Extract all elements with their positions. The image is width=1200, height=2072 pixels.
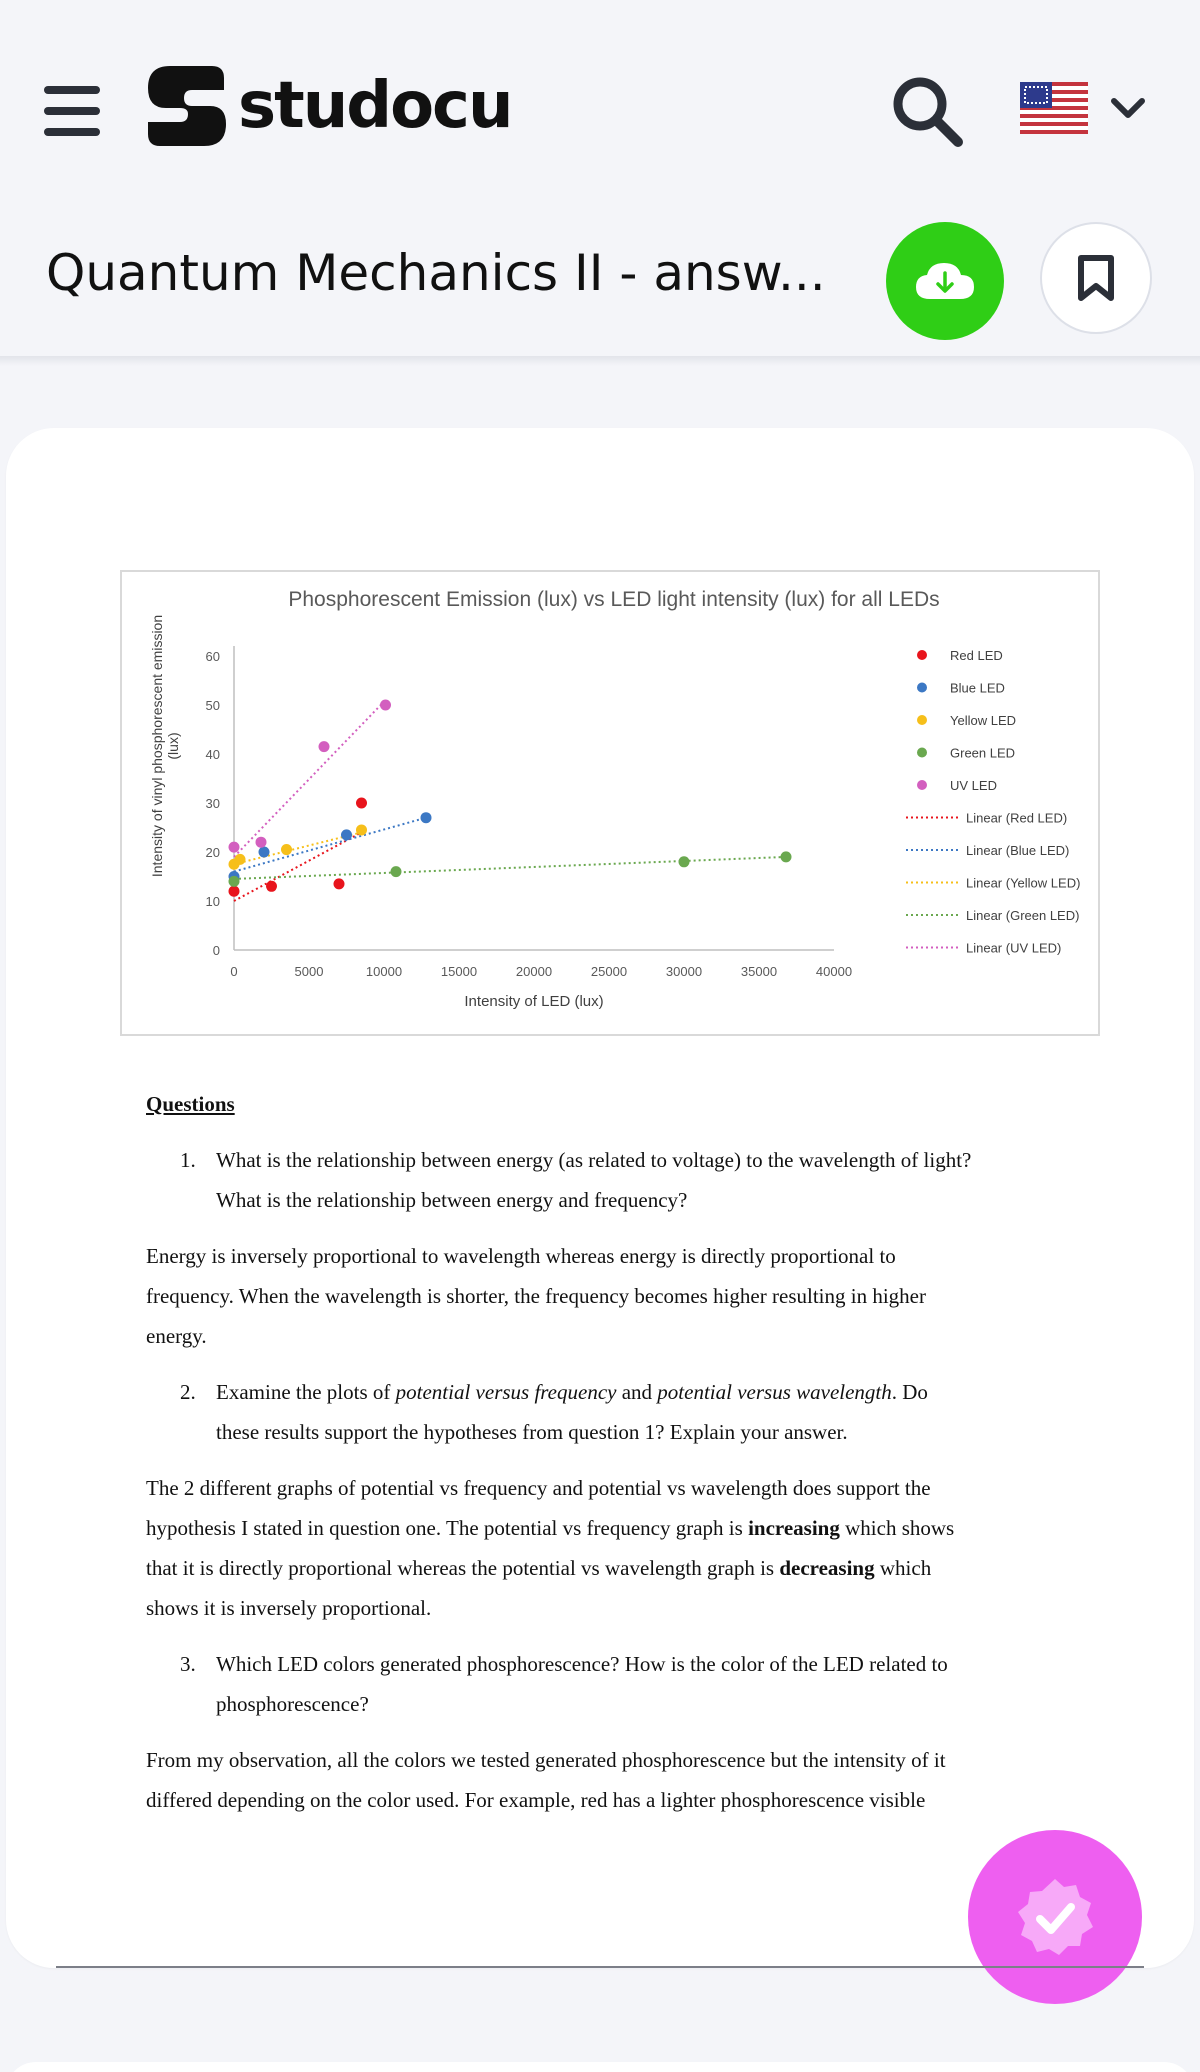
next-page <box>6 2062 1194 2072</box>
legend-label: Red LED <box>950 648 1003 663</box>
legend-marker <box>917 650 927 660</box>
text-run-italic: potential versus frequency <box>395 1380 617 1404</box>
data-point <box>341 829 352 840</box>
answer-text <box>146 1508 1066 1548</box>
text-run: which <box>874 1556 932 1580</box>
data-point <box>281 844 292 855</box>
x-tick-label: 15000 <box>440 964 478 979</box>
legend-label: Green LED <box>950 745 1016 761</box>
verified-badge-icon <box>1013 1875 1097 1959</box>
question-number: 1. <box>180 1148 196 1172</box>
question-1 <box>146 1140 1066 1220</box>
y-tick-label: 10 <box>205 894 220 909</box>
header-shadow <box>0 356 1200 366</box>
question-number: 3. <box>180 1652 196 1676</box>
language-selector[interactable] <box>1020 82 1146 134</box>
y-tick-label: 0 <box>212 943 220 958</box>
answer-text: From my observation, all the colors we tested generated phosphorescence but the intensity of it <box>146 1748 946 1772</box>
legend-label: UV LED <box>950 778 997 793</box>
answer-text: shows it is inversely proportional. <box>146 1596 432 1620</box>
answer-text: differed depending on the color used. For example, red has a lighter phosphorescence visible <box>146 1788 926 1812</box>
legend-label: Linear (Red LED) <box>966 810 1068 826</box>
y-tick-label: 50 <box>205 698 220 713</box>
x-tick-label: 20000 <box>515 964 553 979</box>
plot-area <box>206 646 853 979</box>
question-text <box>216 1372 928 1412</box>
data-point <box>356 824 367 835</box>
answer-text: The 2 different graphs of potential vs frequency and potential vs wavelength does support the <box>146 1476 931 1500</box>
answer-text: Energy is inversely proportional to wavelength whereas energy is directly proportional to <box>146 1244 896 1268</box>
data-point <box>391 866 402 877</box>
legend-marker <box>917 715 927 725</box>
data-point <box>229 842 240 853</box>
question-3 <box>146 1644 1066 1724</box>
download-button[interactable] <box>886 222 1004 340</box>
text-run: which shows <box>839 1516 955 1540</box>
y-axis-label-line2: (lux) <box>165 732 181 760</box>
bookmark-button[interactable] <box>1040 222 1152 334</box>
y-axis-label <box>149 615 181 877</box>
studocu-logo[interactable] <box>140 60 512 152</box>
x-tick-label: 35000 <box>740 964 778 979</box>
question-text: Which LED colors generated phosphorescence? How is the color of the LED related to <box>216 1652 948 1676</box>
legend-label: Linear (Blue LED) <box>966 843 1070 858</box>
legend-marker <box>917 748 927 758</box>
question-text: phosphorescence? <box>216 1692 369 1716</box>
text-run-bold: increasing <box>748 1516 840 1540</box>
search-icon[interactable] <box>888 72 968 152</box>
text-run-italic: potential versus wavelength <box>657 1380 892 1404</box>
text-run: . Do <box>891 1380 928 1404</box>
top-bar <box>0 0 1200 220</box>
question-2 <box>146 1372 1066 1452</box>
page-divider <box>56 1966 1144 1968</box>
y-tick-label: 30 <box>205 796 220 811</box>
document-text <box>146 1084 1066 1836</box>
data-point <box>229 886 240 897</box>
x-tick-label: 10000 <box>365 964 403 979</box>
trend-line <box>234 857 786 879</box>
answer-3 <box>146 1740 1066 1820</box>
data-point <box>256 837 267 848</box>
answer-text: energy. <box>146 1324 207 1348</box>
x-tick-label: 40000 <box>815 964 853 979</box>
legend <box>906 648 1080 956</box>
legend-label: Linear (Yellow LED) <box>966 875 1081 891</box>
document-title: Quantum Mechanics II - answ... <box>46 244 826 302</box>
hamburger-menu-icon[interactable] <box>44 86 100 136</box>
legend-label: Blue LED <box>950 680 1005 696</box>
data-point <box>259 847 270 858</box>
text-run: hypothesis I stated in question one. The potential vs frequency graph is <box>146 1516 749 1540</box>
x-tick-label: 0 <box>230 964 238 979</box>
data-point <box>421 812 432 823</box>
verified-badge-button[interactable] <box>968 1830 1142 2004</box>
data-point <box>334 878 345 889</box>
chart <box>120 570 1100 1036</box>
x-tick-label: 5000 <box>294 964 324 979</box>
legend-label: Linear (Green LED) <box>966 908 1080 923</box>
x-tick-label: 25000 <box>590 964 628 979</box>
legend-marker <box>917 780 927 790</box>
trend-line <box>234 832 362 901</box>
answer-text <box>146 1548 1066 1588</box>
studocu-logo-mark-icon <box>140 60 232 152</box>
answer-text: frequency. When the wavelength is shorter, the frequency becomes higher resulting in higher <box>146 1284 926 1308</box>
cloud-download-icon <box>914 259 976 303</box>
questions-heading: Questions <box>146 1092 235 1116</box>
brand-name: studocu <box>238 69 512 143</box>
question-text: What is the relationship between energy and frequency? <box>216 1188 688 1212</box>
question-number: 2. <box>180 1380 196 1404</box>
bookmark-icon <box>1076 254 1116 302</box>
data-point <box>235 854 246 865</box>
y-axis-label-line1: Intensity of vinyl phosphorescent emission <box>149 614 165 878</box>
x-axis-label: Intensity of LED (lux) <box>464 993 604 1010</box>
scatter-chart <box>122 572 1098 1034</box>
text-run: and <box>616 1380 658 1404</box>
y-tick-label: 40 <box>205 747 220 762</box>
text-run-bold: decreasing <box>779 1556 875 1580</box>
question-text: What is the relationship between energy (as related to voltage) to the wavelength of light? <box>216 1148 972 1172</box>
chart-title: Phosphorescent Emission (lux) vs LED light intensity (lux) for all LEDs <box>288 588 940 611</box>
y-tick-label: 20 <box>205 845 220 860</box>
x-tick-label: 30000 <box>665 964 703 979</box>
data-point <box>380 700 391 711</box>
answer-2 <box>146 1468 1066 1628</box>
us-flag-icon <box>1020 82 1088 134</box>
data-point <box>319 741 330 752</box>
data-point <box>229 876 240 887</box>
y-tick-label: 60 <box>205 649 220 664</box>
data-point <box>781 851 792 862</box>
data-point <box>266 881 277 892</box>
text-run: Examine the plots of <box>216 1380 396 1404</box>
data-point <box>356 798 367 809</box>
data-point <box>679 856 690 867</box>
legend-label: Linear (UV LED) <box>966 940 1062 956</box>
text-run: that it is directly proportional whereas the potential vs wavelength graph is <box>146 1556 780 1580</box>
answer-1 <box>146 1236 1066 1356</box>
question-text: these results support the hypotheses from question 1? Explain your answer. <box>216 1420 848 1444</box>
legend-label: Yellow LED <box>950 713 1017 728</box>
legend-marker <box>917 683 927 693</box>
chevron-down-icon <box>1110 96 1146 120</box>
